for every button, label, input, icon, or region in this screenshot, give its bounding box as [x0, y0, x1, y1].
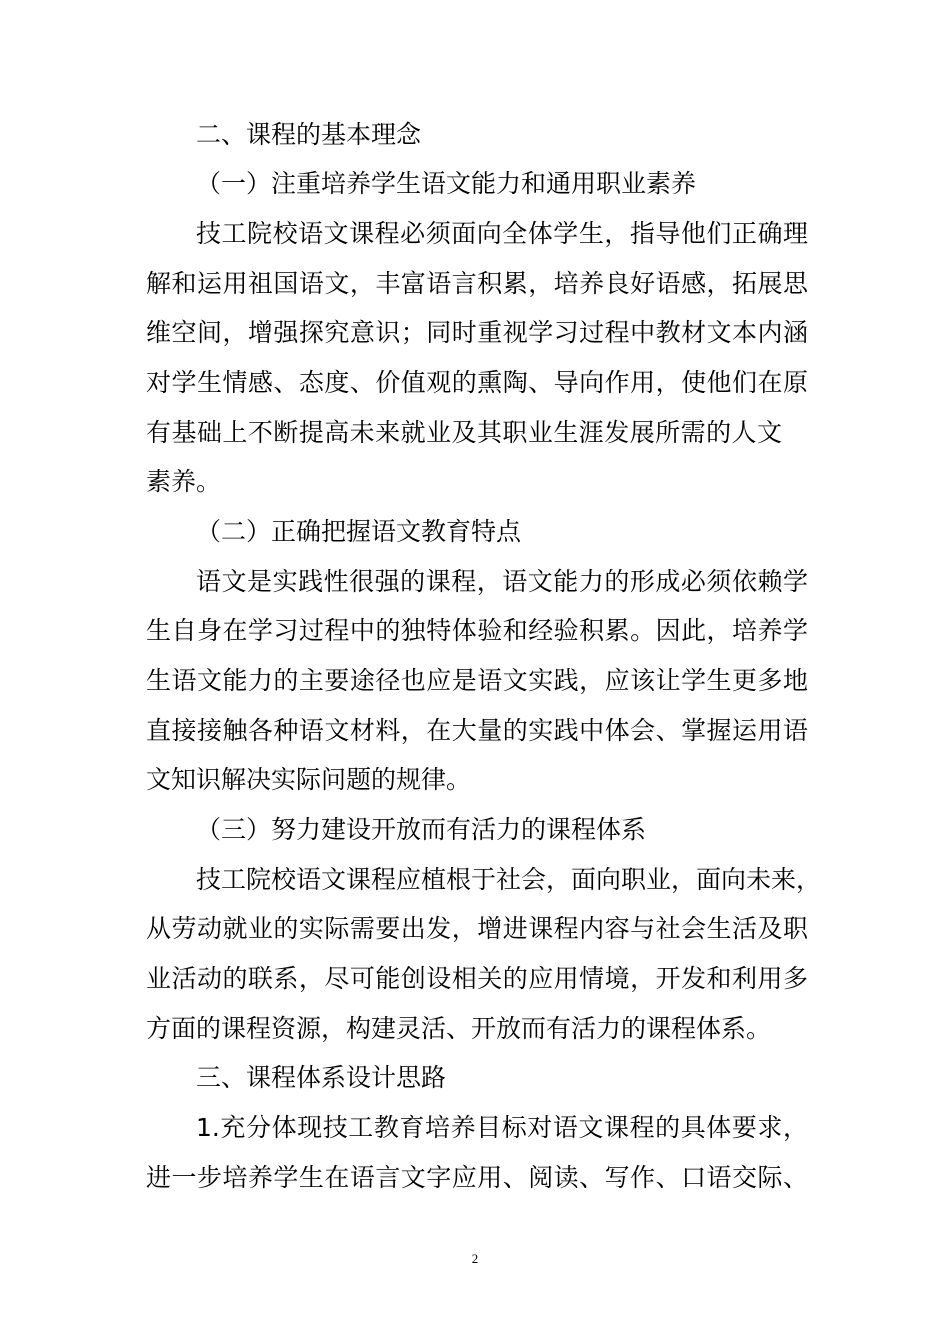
section-heading-2: 二、课程的基本理念 [196, 120, 422, 149]
paragraph-line: 对学生情感、态度、价值观的熏陶、导向作用，使他们在原 [146, 368, 808, 397]
paragraph-line: 生自身在学习过程中的独特体验和经验积累。因此，培养学 [146, 616, 808, 645]
paragraph-line: 技工院校语文课程应植根于社会，面向职业，面向未来， [196, 865, 822, 894]
section-heading-3: 三、课程体系设计思路 [196, 1063, 447, 1092]
paragraph-line: 1.充分体现技工教育培养目标对语文课程的具体要求， [196, 1113, 808, 1142]
paragraph-line: 从劳动就业的实际需要出发，增进课程内容与社会生活及职 [146, 914, 808, 943]
paragraph-line: 业活动的联系，尽可能创设相关的应用情境，开发和利用多 [146, 964, 808, 993]
subsection-heading-2: （二）正确把握语文教育特点 [196, 517, 522, 546]
paragraph-line: 素养。 [146, 467, 222, 496]
paragraph-line: 生语文能力的主要途径也应是语文实践，应该让学生更多地 [146, 666, 808, 695]
page-number: 2 [471, 1251, 479, 1266]
paragraph-line: 有基础上不断提高未来就业及其职业生涯发展所需的人文 [146, 418, 782, 447]
paragraph-line: 方面的课程资源，构建灵活、开放而有活力的课程体系。 [146, 1014, 772, 1043]
paragraph-line: 直接接触各种语文材料，在大量的实践中体会、掌握运用语 [146, 716, 808, 745]
paragraph-line: 语文是实践性很强的课程，语文能力的形成必须依赖学 [196, 567, 808, 596]
subsection-heading-3: （三）努力建设开放而有活力的课程体系 [196, 815, 647, 844]
subsection-heading-1: （一）注重培养学生语文能力和通用职业素养 [196, 169, 697, 198]
paragraph-line: 解和运用祖国语文，丰富语言积累，培养良好语感，拓展思 [146, 269, 808, 298]
paragraph-line: 维空间，增强探究意识；同时重视学习过程中教材文本内涵 [146, 318, 808, 347]
paragraph-line: 文知识解决实际问题的规律。 [146, 765, 472, 794]
paragraph-line: 进一步培养学生在语言文字应用、阅读、写作、口语交际、 [146, 1163, 808, 1192]
paragraph-line: 技工院校语文课程必须面向全体学生，指导他们正确理 [196, 219, 808, 248]
